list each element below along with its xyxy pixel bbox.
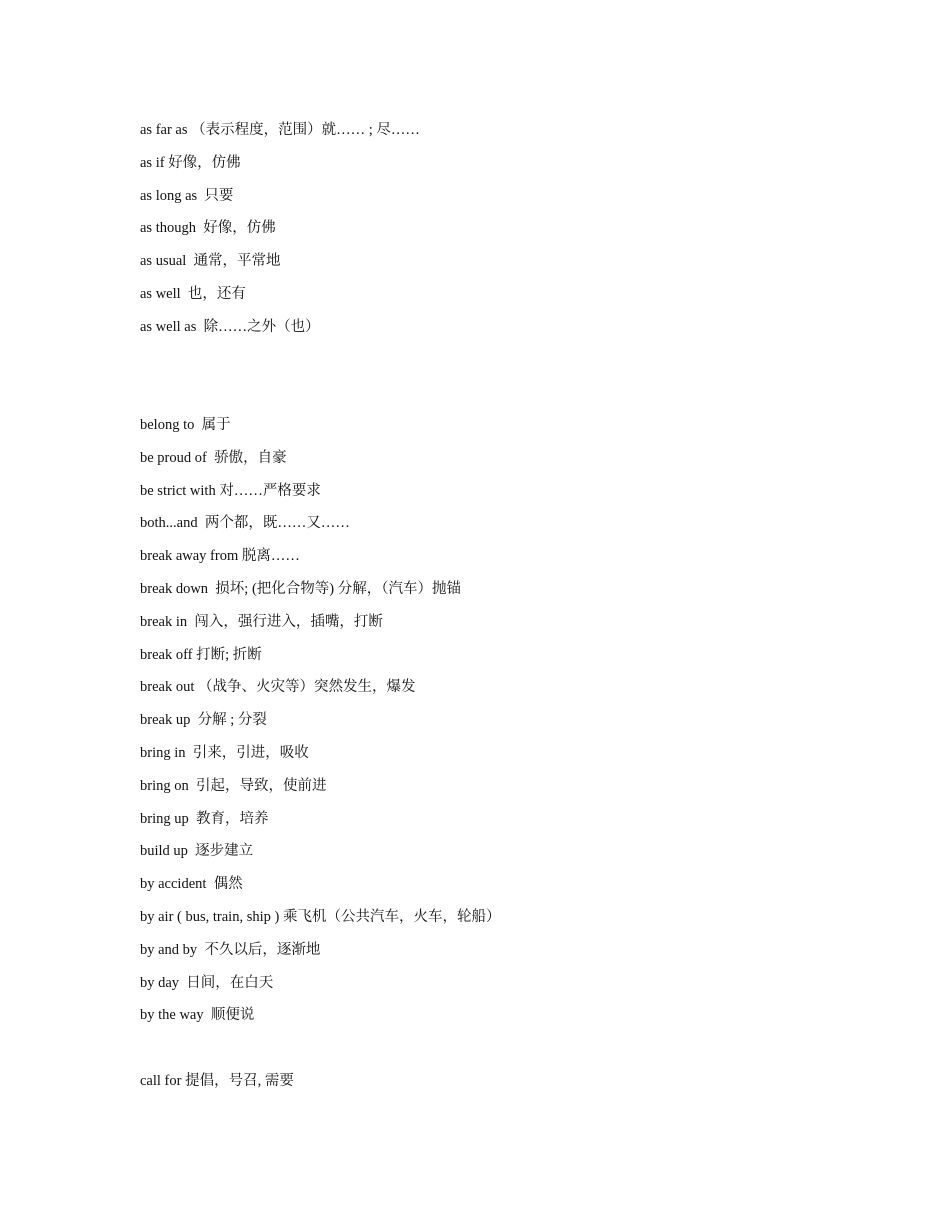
section-b-phrases	[140, 415, 840, 1038]
phrase-entry: bring on 引起，导致，使前进	[140, 777, 327, 794]
phrase-entry: as well 也，还有	[140, 285, 246, 302]
phrase-entry: build up 逐步建立	[140, 843, 254, 860]
phrase-entry: break off 打断; 折断	[140, 646, 262, 663]
phrase-entry: break down 损坏; (把化合物等) 分解，（汽车）抛锚	[140, 580, 461, 597]
phrase-entry: as usual 通常，平常地	[140, 253, 281, 270]
phrase-entry: as long as 只要	[140, 187, 234, 204]
phrase-entry: be proud of 骄傲，自豪	[140, 449, 287, 466]
phrase-entry: bring in 引来，引进，吸收	[140, 744, 309, 761]
phrase-entry: break up 分解 ; 分裂	[140, 712, 267, 729]
phrase-entry: break away from 脱离……	[140, 548, 300, 565]
phrase-entry: by air ( bus, train, ship ) 乘飞机（公共汽车，火车，轮船）	[140, 908, 501, 925]
phrase-entry: both...and 两个都，既……又……	[140, 515, 350, 532]
phrase-entry: bring up 教育，培养	[140, 810, 269, 827]
phrase-entry: be strict with 对……严格要求	[140, 482, 321, 499]
phrase-entry: as well as 除……之外（也）	[140, 318, 320, 335]
section-as-phrases	[140, 120, 840, 350]
phrase-entry: as if 好像，仿佛	[140, 154, 241, 171]
phrase-entry: by and by 不久以后，逐渐地	[140, 941, 321, 958]
phrase-entry: break in 闯入，强行进入，插嘴，打断	[140, 613, 383, 630]
section-c-phrases	[140, 1071, 840, 1104]
phrase-entry: belong to 属于	[140, 417, 231, 433]
phrase-entry: by accident 偶然	[140, 876, 243, 893]
phrase-entry: by the way 顺便说	[140, 1007, 255, 1024]
phrase-entry: as far as （表示程度，范围）就…… ; 尽……	[140, 122, 420, 138]
phrase-entry: as though 好像，仿佛	[140, 220, 276, 237]
phrase-entry: break out （战争、火灾等）突然发生，爆发	[140, 679, 416, 696]
phrase-entry: call for 提倡，号召, 需要	[140, 1073, 294, 1089]
phrase-entry: by day 日间，在白天	[140, 974, 274, 991]
